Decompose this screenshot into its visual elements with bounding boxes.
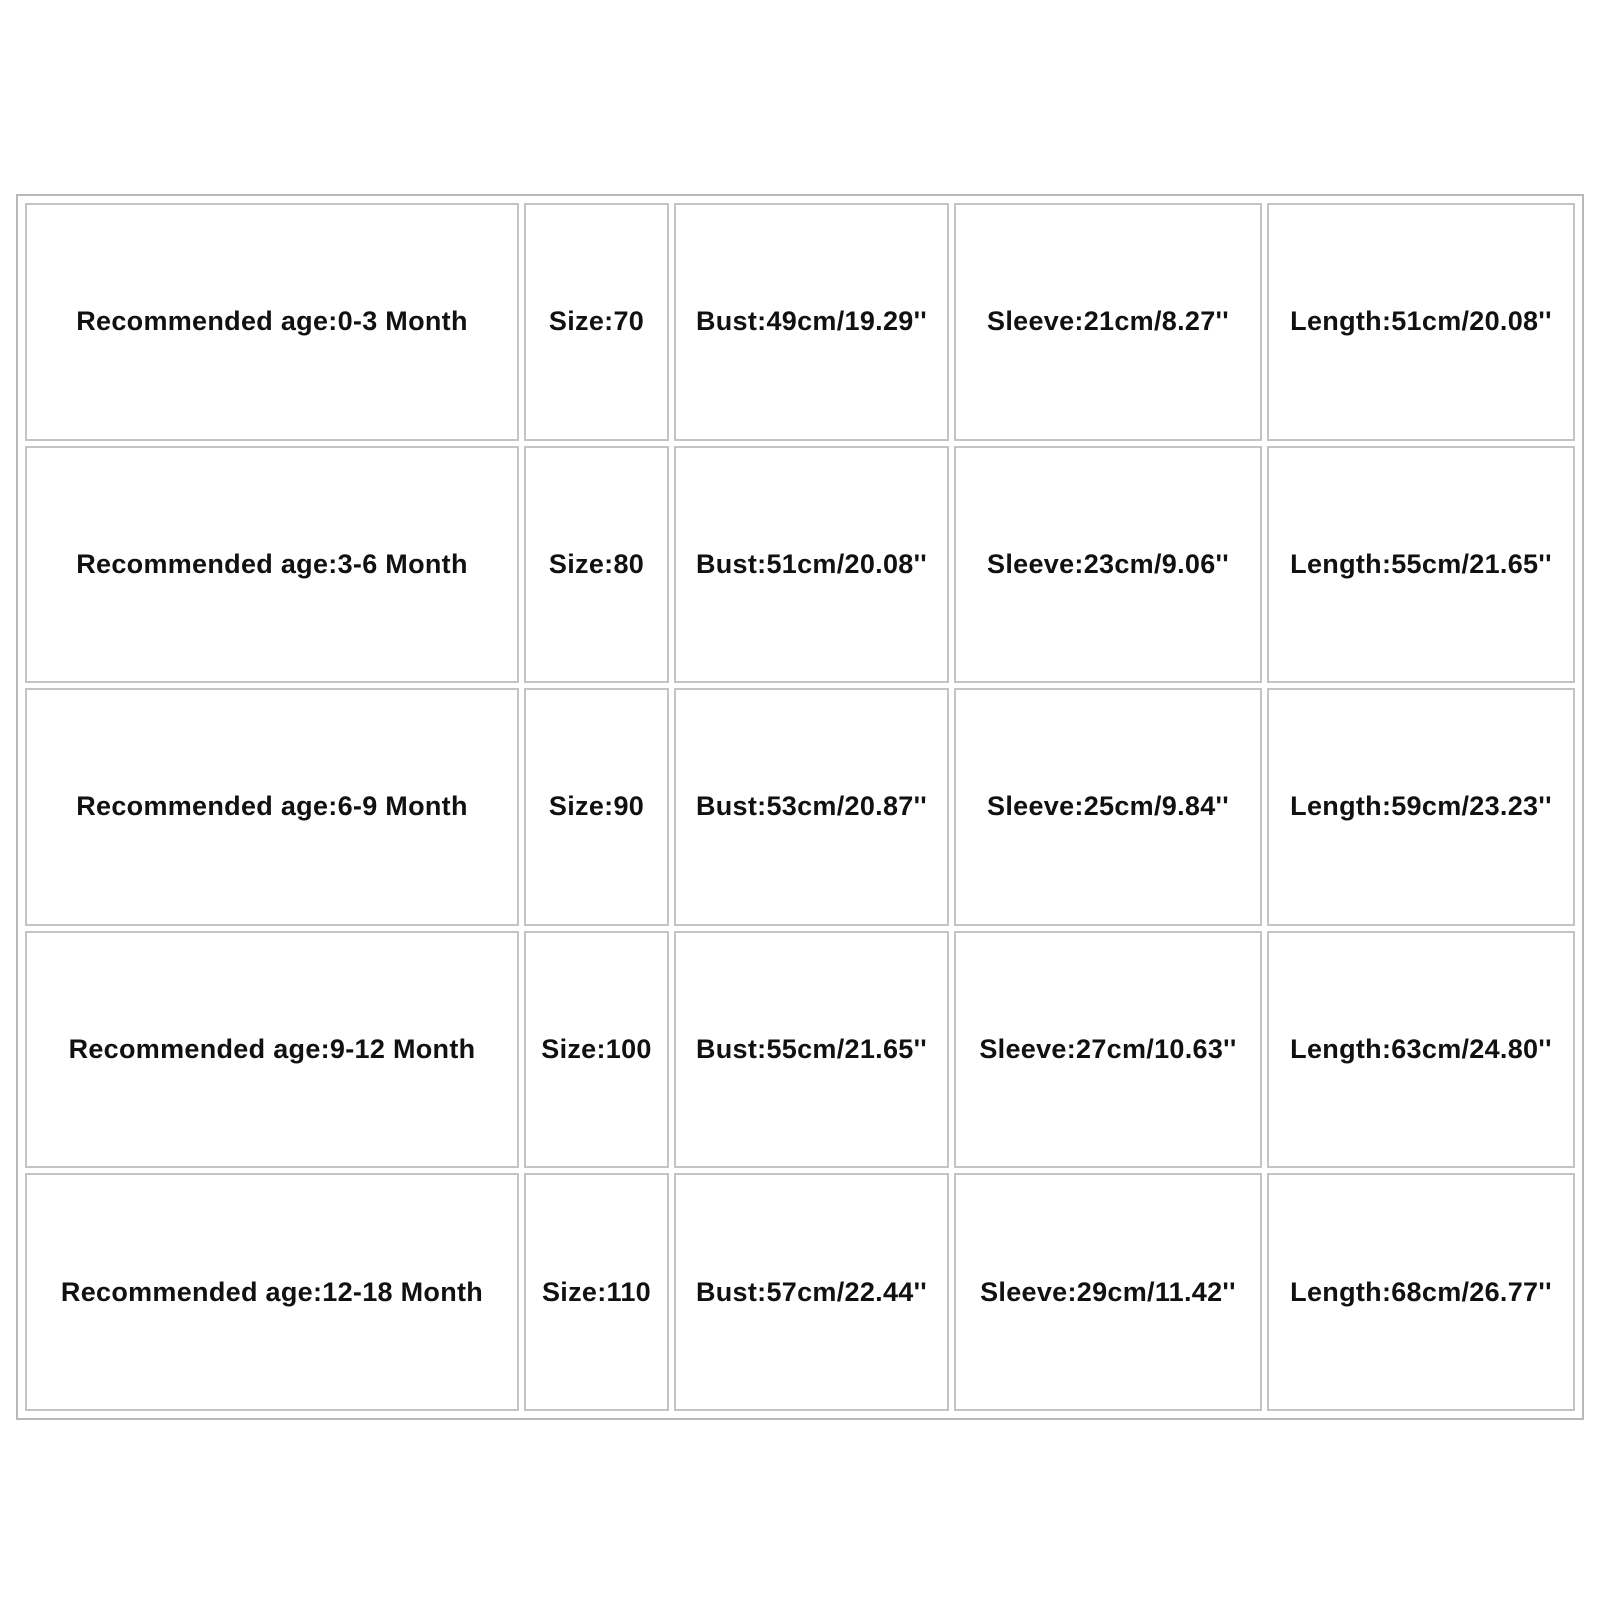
- sleeve-cell: Sleeve:21cm/8.27'': [954, 203, 1262, 441]
- length-cell: Length:63cm/24.80'': [1267, 931, 1575, 1169]
- size-cell: Size:70: [524, 203, 669, 441]
- age-cell: Recommended age:12-18 Month: [25, 1173, 519, 1411]
- table-row: [25, 931, 1575, 1169]
- table-row: [25, 446, 1575, 684]
- sleeve-cell: Sleeve:29cm/11.42'': [954, 1173, 1262, 1411]
- size-cell: Size:80: [524, 446, 669, 684]
- bust-cell: Bust:57cm/22.44'': [674, 1173, 949, 1411]
- sleeve-cell: Sleeve:27cm/10.63'': [954, 931, 1262, 1169]
- bust-cell: Bust:49cm/19.29'': [674, 203, 949, 441]
- size-cell: Size:100: [524, 931, 669, 1169]
- length-cell: Length:68cm/26.77'': [1267, 1173, 1575, 1411]
- length-cell: Length:55cm/21.65'': [1267, 446, 1575, 684]
- size-cell: Size:110: [524, 1173, 669, 1411]
- size-cell: Size:90: [524, 688, 669, 926]
- sleeve-cell: Sleeve:23cm/9.06'': [954, 446, 1262, 684]
- table-row: [25, 203, 1575, 441]
- table-row: [25, 688, 1575, 926]
- bust-cell: Bust:51cm/20.08'': [674, 446, 949, 684]
- bust-cell: Bust:53cm/20.87'': [674, 688, 949, 926]
- length-cell: Length:59cm/23.23'': [1267, 688, 1575, 926]
- age-cell: Recommended age:3-6 Month: [25, 446, 519, 684]
- age-cell: Recommended age:9-12 Month: [25, 931, 519, 1169]
- sleeve-cell: Sleeve:25cm/9.84'': [954, 688, 1262, 926]
- size-chart: [16, 194, 1584, 1420]
- table-row: [25, 1173, 1575, 1411]
- bust-cell: Bust:55cm/21.65'': [674, 931, 949, 1169]
- age-cell: Recommended age:6-9 Month: [25, 688, 519, 926]
- age-cell: Recommended age:0-3 Month: [25, 203, 519, 441]
- size-chart-table: [20, 198, 1580, 1416]
- length-cell: Length:51cm/20.08'': [1267, 203, 1575, 441]
